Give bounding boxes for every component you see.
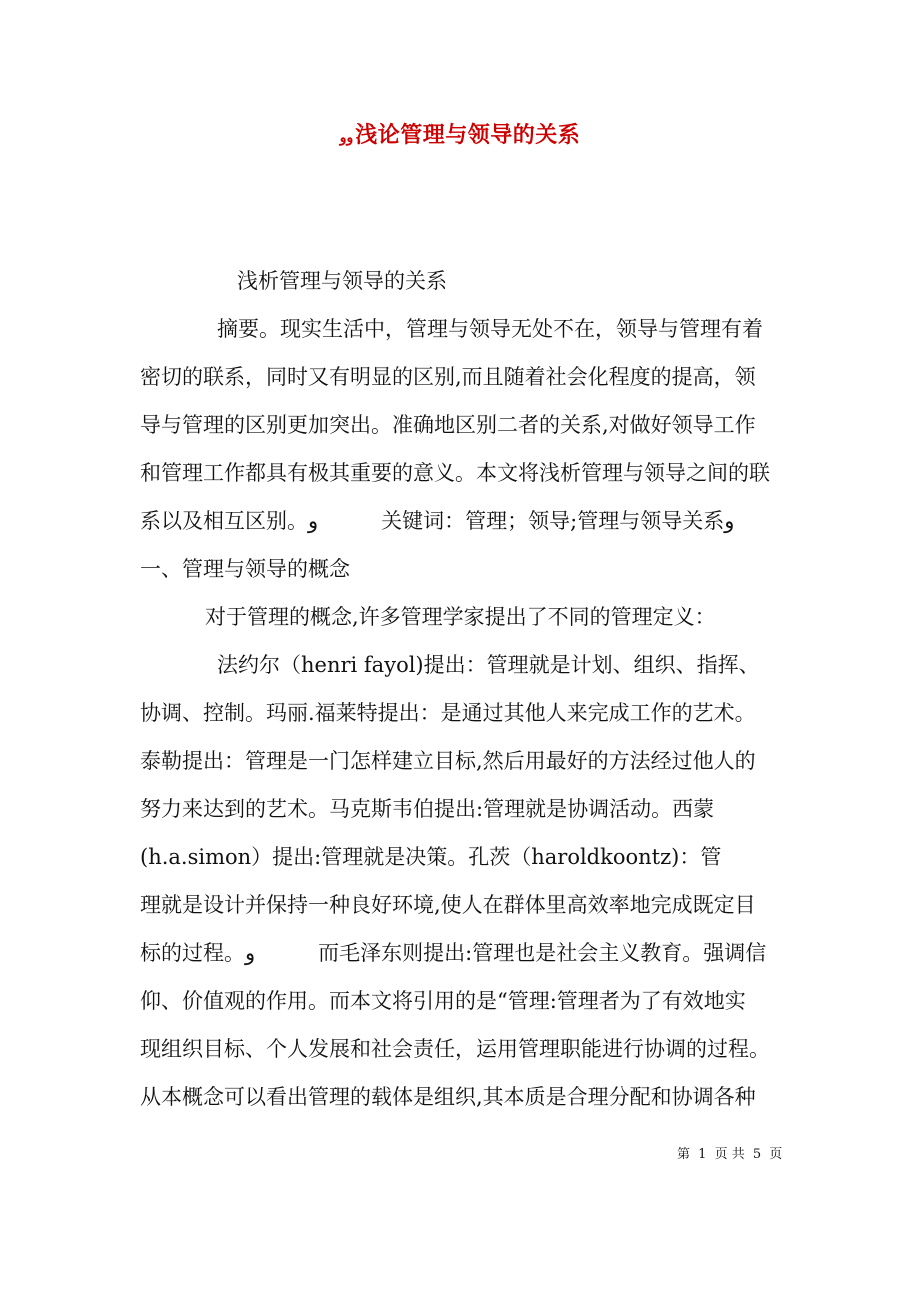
body-line: 导与管理的区别更加突出。准确地区别二者的关系,对做好领导工作 (140, 413, 756, 437)
current-page-number: 1 (698, 1147, 707, 1162)
subtitle-line: 浅析管理与领导的关系 (237, 269, 447, 293)
body-line: 摘要。现实生活中，管理与领导无处不在，领导与管理有着 (217, 317, 763, 341)
title-text: 浅论管理与领导的关系 (355, 122, 581, 148)
document-title (0, 118, 920, 149)
title-marks: وو (339, 130, 354, 146)
footer-prefix: 第 (677, 1147, 691, 1162)
page-footer (675, 1143, 784, 1162)
total-pages-number: 5 (752, 1147, 762, 1162)
body-line: 努力来达到的艺术。马克斯韦伯提出:管理就是协调活动。西蒙 (140, 797, 715, 821)
body-line: 现组织目标、个人发展和社会责任，运用管理职能进行协调的过程。 (140, 1037, 770, 1061)
body-line: 仰、价值观的作用。而本文将引用的是“管理:管理者为了有效地实 (140, 989, 746, 1013)
body-line: 协调、控制。玛丽.福莱特提出：是通过其他人来完成工作的艺术。 (140, 701, 756, 725)
body-line: 法约尔（henri fayol)提出：管理就是计划、组织、指挥、 (217, 653, 760, 677)
body-line: 理就是设计并保持一种良好环境,使人在群体里高效率地完成既定目 (140, 893, 756, 917)
body-line: 密切的联系，同时又有明显的区别,而且随着社会化程度的提高，领 (140, 365, 756, 389)
body-line: 从本概念可以看出管理的载体是组织,其本质是合理分配和协调各种 (140, 1085, 756, 1109)
body-line: 泰勒提出：管理是一门怎样建立目标,然后用最好的方法经过他人的 (140, 749, 756, 773)
footer-suffix: 页 (769, 1147, 783, 1162)
body-line: 对于管理的概念,许多管理学家提出了不同的管理定义： (205, 605, 716, 629)
body-line: 标的过程。و 而毛泽东则提出:管理也是社会主义教育。强调信 (140, 941, 767, 965)
body-line: (h.a.simon）提出:管理就是决策。孔茨（haroldkoontz)：管 (140, 845, 722, 869)
section-heading: 一、管理与领导的概念 (140, 557, 350, 581)
footer-mid: 页 共 (714, 1147, 745, 1162)
body-line: 系以及相互区别。و 关键词：管理；领导;管理与领导关系و (140, 509, 735, 533)
body-line: 和管理工作都具有极其重要的意义。本文将浅析管理与领导之间的联 (140, 461, 770, 485)
